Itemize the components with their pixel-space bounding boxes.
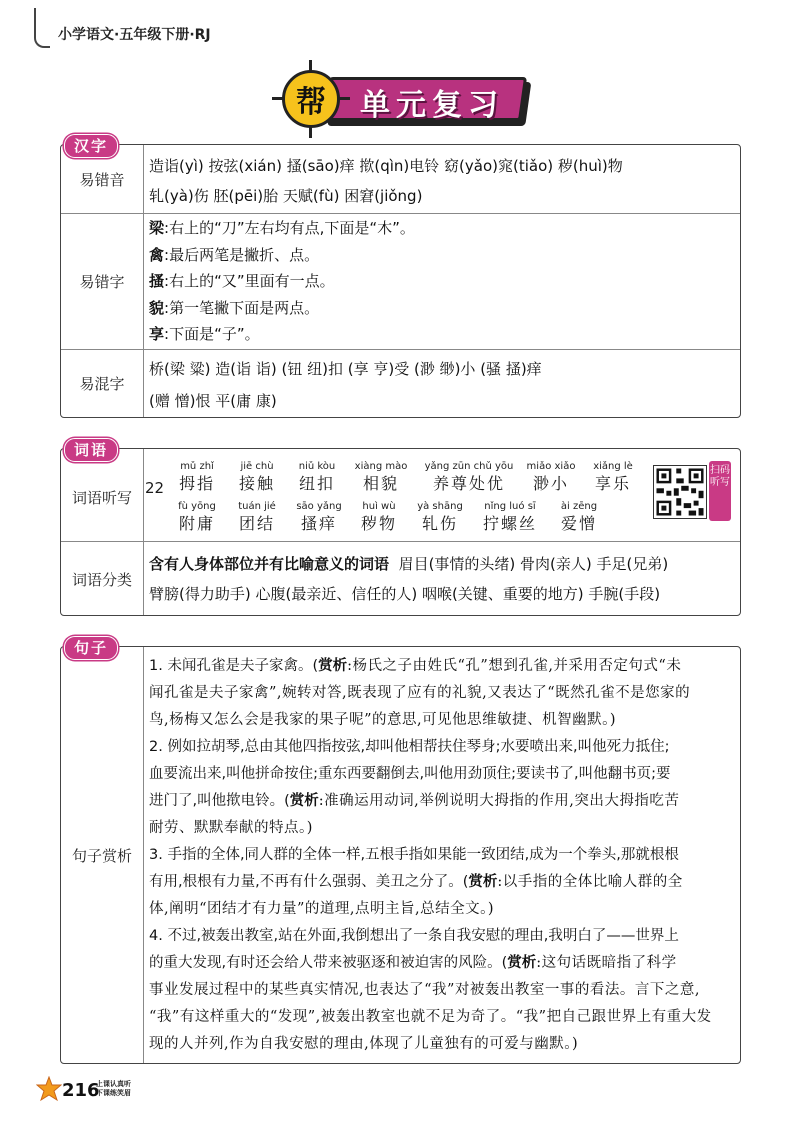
row-label: 易错字 (79, 273, 125, 291)
sentence-text: 2. 例如拉胡琴,总由其他四指按弦,却叫他相帮扶住琴身;水要喷出来,叫他死力抵住; (149, 739, 670, 755)
ciyu-section (60, 448, 741, 616)
row-label: 词语分类 (71, 571, 132, 589)
analysis-label: 赏析 (507, 955, 537, 971)
sentence-text: 血要流出来,叫他拼命按住;重东西要翻倒去,叫他用劲顶住;要读书了,叫他翻书页;要 (149, 766, 671, 782)
sentence-text: 现的人并列,作为自我安慰的理由,体现了儿童独有的可爱与幽默。) (149, 1036, 579, 1052)
hanzi-section (60, 144, 741, 418)
char-note (149, 215, 732, 242)
juzi-section (60, 646, 741, 1064)
star-badge-icon (36, 1076, 62, 1102)
dictation-word: nǐng luó sī 拧螺丝 (482, 501, 537, 533)
char-key: 享 (149, 325, 165, 343)
section-tag-juzi: 句子 (64, 636, 118, 660)
sentence-text: 体,阐明“团结才有力量”的道理,点明主旨,总结全文。) (149, 901, 495, 917)
sentence-text: 闻孔雀是夫子家禽”,婉转对答,既表现了应有的礼貌,又表达了“既然孔雀不是您家的 (149, 685, 691, 701)
row-mispronounced (61, 145, 740, 213)
confusable-line: 桥(梁 粱) 造(诣 诣) (钮 纽)扣 (享 亨)受 (渺 缈)小 (骚 搔)痒 (149, 360, 542, 378)
dictation-word: yǎng zūn chǔ yōu 养尊处优 (424, 461, 514, 493)
sentence-text: :杨氏之子由姓氏“孔”想到孔雀,并采用否定句式“未 (347, 658, 682, 674)
dictation-word: jiē chù 接触 (238, 461, 275, 493)
section-tag-hanzi: 汉字 (64, 134, 118, 158)
char-note (149, 321, 732, 348)
sentence-text: :准确运用动词,举例说明大拇指的作用,突出大拇指吃苦 (318, 793, 680, 809)
row-miswritten (61, 213, 740, 349)
dictation-word: xiǎng lè 享乐 (593, 461, 633, 493)
char-note (149, 295, 732, 322)
sentence-line (149, 653, 732, 680)
analysis-label: 赏析 (468, 874, 498, 890)
char-desc: :右上的“刀”左右均有点,下面是“木”。 (164, 219, 415, 237)
row-label: 易错音 (79, 171, 125, 189)
analysis-label: 赏析 (318, 658, 348, 674)
sentence-line (149, 896, 732, 923)
category-words: 眉目(事情的头绪) 骨肉(亲人) 手足(兄弟) (398, 555, 669, 573)
row-dictation (61, 449, 740, 541)
char-desc: :下面是“子”。 (164, 325, 260, 343)
sentence-text: 耐劳、默默奉献的特点。) (149, 820, 313, 836)
pronunciation-line: 轧(yà)伤 胚(pēi)胎 天赋(fù) 困窘(jiǒng) (149, 187, 423, 205)
row-label: 易混字 (79, 375, 125, 393)
char-note (149, 242, 732, 269)
sentence-text: “我”有这样重大的“发现”,被轰出教室也就不足为奇了。“我”把自己跟世界上有重大发 (149, 1009, 712, 1025)
footer-slogan: 上课认真听 下课练笑眉 (96, 1080, 131, 1097)
char-desc: :右上的“又”里面有一点。 (164, 272, 335, 290)
sentence-text: :这句话既暗指了科学 (536, 955, 677, 971)
char-key: 搔 (149, 272, 165, 290)
book-title: 小学语文·五年级下册·RJ (58, 27, 211, 43)
sentence-line (149, 977, 732, 1004)
sentence-line (149, 923, 732, 950)
column-divider (143, 647, 144, 1063)
sentence-text: 的重大发现,有时还会给人带来被驱逐和被迫害的风险。( (149, 955, 508, 971)
sentence-text: 1. 未闻孔雀是夫子家禽。( (149, 658, 319, 674)
unit-review-banner (282, 70, 527, 128)
row-label: 句子赏析 (71, 847, 132, 865)
lesson-number: 22 (145, 479, 165, 497)
sentence-line (149, 680, 732, 707)
category-heading: 含有人身体部位并有比喻意义的词语 (149, 555, 390, 573)
dictation-word: huì wù 秽物 (360, 501, 397, 533)
sentence-line (149, 761, 732, 788)
dictation-word: yà shāng 轧伤 (417, 501, 463, 533)
sentence-text: 3. 手指的全体,同人群的全体一样,五根手指如果能一致团结,成为一个拳头,那就根根 (149, 847, 679, 863)
dictation-word: xiàng mào 相貌 (354, 461, 408, 493)
section-tag-ciyu: 词语 (64, 438, 118, 462)
analysis-label: 赏析 (289, 793, 319, 809)
dictation-word: sāo yǎng 搔痒 (296, 501, 342, 533)
confusable-line: (赠 憎)恨 平(庸 康) (149, 392, 277, 410)
sentence-text: 鸟,杨梅又怎么会是我家的果子呢”的意思,可见他思维敏捷、机智幽默。) (149, 712, 617, 728)
row-classification (61, 541, 740, 617)
char-key: 禽 (149, 245, 165, 264)
dictation-word: fù yōng 附庸 (178, 501, 216, 533)
dictation-word: niǔ kòu 纽扣 (298, 461, 336, 493)
banner-title: 单元复习 (360, 88, 504, 123)
sentence-line (149, 950, 732, 977)
dictation-word: mǔ zhǐ 拇指 (178, 461, 215, 493)
category-words: 臂膀(得力助手) 心腹(最亲近、信任的人) 咽喉(关键、重要的地方) 手腕(手段) (149, 585, 661, 603)
header-rule (34, 8, 50, 48)
sentence-text: :以手指的全体比喻人群的全 (497, 874, 683, 890)
row-label: 词语听写 (71, 489, 132, 507)
sentence-text: 事业发展过程中的某些真实情况,也表达了“我”对被轰出教室一事的看法。言下之意, (149, 982, 701, 998)
qr-code-icon[interactable] (653, 465, 707, 519)
page-number: 216 (62, 1080, 100, 1101)
dictation-word: miǎo xiǎo 渺小 (526, 461, 576, 493)
row-confusable (61, 349, 740, 419)
sentence-line (149, 788, 732, 815)
sentence-line (149, 815, 732, 842)
sentence-line (149, 869, 732, 896)
sentence-text: 有用,根根有力量,不再有什么强弱、美丑之分了。( (149, 874, 469, 890)
char-desc: :最后两笔是撇折、点。 (164, 245, 320, 264)
char-key: 貌 (149, 298, 165, 317)
qr-label: 扫码听写 (709, 461, 731, 521)
sentence-analysis (149, 653, 732, 1058)
pronunciation-line: 造诣(yì) 按弦(xián) 搔(sāo)痒 揿(qìn)电铃 窈(yǎo)窕(tiǎo) 秽(huì)物 (149, 157, 623, 175)
char-key: 梁 (149, 219, 165, 237)
sentence-line (149, 1004, 732, 1031)
sentence-text: 4. 不过,被轰出教室,站在外面,我倒想出了一条自我安慰的理由,我明白了——世界上 (149, 928, 679, 944)
sentence-line (149, 734, 732, 761)
dictation-word: tuán jié 团结 (238, 501, 276, 533)
bang-badge: 帮 (282, 70, 340, 128)
sentence-text: 进门了,叫他揿电铃。( (149, 793, 290, 809)
sentence-line (149, 1031, 732, 1058)
sentence-line (149, 707, 732, 734)
dictation-word: ài zēng 爱憎 (560, 501, 598, 533)
char-desc: :第一笔撇下面是两点。 (164, 298, 320, 317)
char-note (149, 268, 732, 295)
sentence-line (149, 842, 732, 869)
